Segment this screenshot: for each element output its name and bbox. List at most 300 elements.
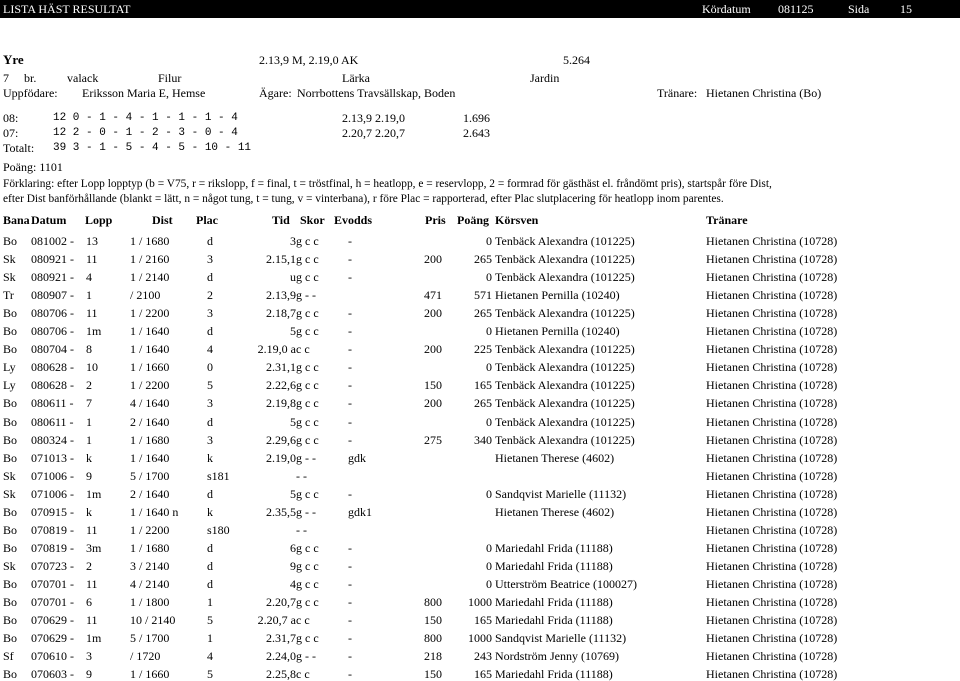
cell-lopp: 1 [86, 288, 92, 303]
cell-tranare: Hietanen Christina (10728) [706, 378, 838, 393]
cell-lopp: 4 [86, 270, 92, 285]
cell-tranare: Hietanen Christina (10728) [706, 252, 838, 267]
cell-dist: 1 / 2160 [130, 252, 170, 267]
cell-tid: u [290, 270, 296, 285]
table-row [0, 577, 960, 591]
cell-bana: Bo [3, 613, 18, 628]
cell-lopp: 11 [86, 306, 98, 321]
cell-lopp: 8 [86, 342, 92, 357]
cell-skor: g - - [296, 649, 316, 664]
stats-numbers: 12 2 - 0 - 1 - 2 - 3 - 0 - 4 [53, 127, 238, 139]
cell-poang: 265 [474, 252, 492, 267]
cell-skor: g c c [296, 414, 319, 429]
cell-tranare: Hietanen Christina (10728) [706, 540, 838, 555]
cell-skor: g - - [296, 450, 316, 465]
cell-poang: 265 [474, 396, 492, 411]
cell-tid: 6 [290, 540, 296, 555]
horse-age: 7 [3, 71, 9, 85]
cell-tid: 2.29,6 [266, 432, 296, 447]
horse-damsire: Jardin [530, 71, 560, 85]
cell-datum: 071006 - [31, 468, 74, 483]
cell-plac: d [207, 558, 213, 573]
cell-bana: Bo [3, 504, 18, 519]
stats-label: 08: [3, 111, 19, 125]
cell-lopp: 1m [86, 324, 102, 339]
cell-korsven: Tenbäck Alexandra (101225) [495, 414, 635, 429]
table-row [0, 523, 960, 537]
horse-dam: Lärka [342, 71, 370, 85]
cell-bana: Sk [3, 468, 16, 483]
cell-plac: 5 [207, 613, 213, 628]
cell-evodds: - [348, 540, 352, 555]
table-row [0, 667, 960, 681]
cell-evodds: - [348, 252, 352, 267]
cell-pris: 150 [424, 613, 442, 628]
cell-datum: 080704 - [31, 342, 74, 357]
cell-korsven: Nordström Jenny (10769) [495, 649, 619, 664]
cell-poang: 571 [474, 288, 492, 303]
cell-lopp: 1 [86, 414, 92, 429]
run-date-value: 081125 [778, 2, 814, 16]
cell-evodds: - [348, 324, 352, 339]
cell-dist: 4 / 2140 [130, 576, 170, 591]
cell-tranare: Hietanen Christina (10728) [706, 667, 838, 681]
cell-datum: 070629 - [31, 631, 74, 646]
cell-skor: g c c [296, 558, 319, 573]
horse-age-unit: br. [24, 71, 37, 85]
cell-bana: Tr [3, 288, 14, 303]
cell-tranare: Hietanen Christina (10728) [706, 595, 838, 609]
cell-datum: 080921 - [31, 270, 74, 285]
cell-plac: 3 [207, 252, 213, 267]
cell-plac: 4 [207, 649, 213, 664]
cell-evodds: - [348, 234, 352, 248]
table-row [0, 324, 960, 338]
cell-bana: Bo [3, 342, 18, 357]
breeder-label: Uppfödare: [3, 86, 58, 100]
cell-tid: 2.13,9 [266, 288, 296, 303]
cell-bana: Bo [3, 396, 18, 411]
cell-poang: 1000 [468, 631, 492, 646]
cell-skor: - - [296, 522, 307, 537]
stats-records: 2.13,9 2.19,0 [342, 111, 405, 125]
col-evodds: Evodds [334, 213, 373, 227]
horse-sex: valack [67, 71, 99, 85]
cell-korsven: Tenbäck Alexandra (101225) [495, 432, 635, 447]
report-header-bar [0, 0, 960, 18]
cell-tranare: Hietanen Christina (10728) [706, 631, 838, 646]
breeder-name: Eriksson Maria E, Hemse [82, 86, 206, 100]
cell-plac: 3 [207, 432, 213, 447]
cell-plac: 0 [207, 360, 213, 375]
cell-korsven: Tenbäck Alexandra (101225) [495, 342, 635, 357]
col-pris: Pris [425, 213, 446, 227]
table-row [0, 288, 960, 302]
cell-datum: 070701 - [31, 595, 74, 609]
stats-records: 2.20,7 2.20,7 [342, 126, 405, 140]
cell-skor: g c c [296, 396, 319, 411]
cell-plac: 3 [207, 396, 213, 411]
cell-dist: / 2100 [130, 288, 161, 303]
col-tranare: Tränare [706, 213, 748, 227]
cell-evodds: - [348, 558, 352, 573]
cell-evodds: - [348, 360, 352, 375]
cell-poang: 0 [486, 270, 492, 285]
table-row [0, 541, 960, 555]
cell-tranare: Hietanen Christina (10728) [706, 649, 838, 664]
cell-evodds: - [348, 486, 352, 501]
cell-plac: d [207, 234, 213, 248]
table-row [0, 631, 960, 645]
cell-poang: 225 [474, 342, 492, 357]
cell-tranare: Hietanen Christina (10728) [706, 234, 838, 248]
cell-bana: Bo [3, 450, 18, 465]
cell-poang: 165 [474, 613, 492, 628]
cell-poang: 165 [474, 667, 492, 681]
cell-tid: 9 [290, 558, 296, 573]
cell-lopp: 11 [86, 613, 98, 628]
cell-tid: 4 [290, 576, 296, 591]
cell-bana: Ly [3, 360, 16, 375]
cell-dist: 1 / 1640 n [130, 504, 179, 519]
cell-tid: 2.31,1 [266, 360, 296, 375]
cell-skor: g c c [296, 631, 319, 646]
cell-tid: 2.24,0 [266, 649, 296, 664]
cell-bana: Sk [3, 252, 16, 267]
stats-numbers: 39 3 - 1 - 5 - 4 - 5 - 10 - 11 [53, 142, 252, 154]
cell-datum: 070701 - [31, 576, 74, 591]
cell-datum: 080628 - [31, 360, 74, 375]
legend-line-1: Förklaring: efter Lopp lopptyp (b = V75, r = rikslopp, f = final, t = tröstfinal, h = heatlopp, e = reservlopp, 2 = formrad för gästhäst el. fråndömt pris), startspår före Dist, [3, 178, 772, 190]
cell-datum: 080611 - [31, 414, 74, 429]
cell-skor: c c [296, 667, 310, 681]
table-row [0, 306, 960, 320]
cell-pris: 150 [424, 378, 442, 393]
cell-korsven: Tenbäck Alexandra (101225) [495, 306, 635, 321]
cell-pris: 218 [424, 649, 442, 664]
cell-bana: Sk [3, 558, 16, 573]
cell-evodds: - [348, 414, 352, 429]
cell-korsven: Tenbäck Alexandra (101225) [495, 360, 635, 375]
cell-dist: 1 / 1660 [130, 667, 170, 681]
cell-korsven: Mariedahl Frida (11188) [495, 558, 613, 573]
cell-evodds: - [348, 432, 352, 447]
cell-pris: 471 [424, 288, 442, 303]
cell-lopp: 6 [86, 595, 92, 609]
stats-label: Totalt: [3, 141, 35, 155]
cell-korsven: Mariedahl Frida (11188) [495, 613, 613, 628]
table-row [0, 505, 960, 519]
cell-tid: 2.19,0 [266, 450, 296, 465]
cell-skor: g c c [296, 378, 319, 393]
table-row [0, 595, 960, 609]
owner-name: Norrbottens Travsällskap, Boden [297, 86, 456, 100]
cell-dist: / 1720 [130, 649, 161, 664]
cell-datum: 071006 - [31, 486, 74, 501]
cell-pris: 200 [424, 342, 442, 357]
stats-money: 1.696 [463, 111, 490, 125]
cell-datum: 070915 - [31, 504, 74, 519]
cell-evodds: - [348, 649, 352, 664]
cell-lopp: 11 [86, 252, 98, 267]
cell-bana: Bo [3, 631, 18, 646]
cell-korsven: Utterström Beatrice (100027) [495, 576, 637, 591]
cell-tranare: Hietanen Christina (10728) [706, 306, 838, 321]
cell-korsven: Mariedahl Frida (11188) [495, 540, 613, 555]
cell-dist: 1 / 1660 [130, 360, 170, 375]
cell-tranare: Hietanen Christina (10728) [706, 396, 838, 411]
cell-datum: 070819 - [31, 540, 74, 555]
cell-pris: 800 [424, 631, 442, 646]
cell-dist: 1 / 2200 [130, 378, 170, 393]
cell-datum: 071013 - [31, 450, 74, 465]
table-row [0, 469, 960, 483]
cell-tid: 2.19,8 [266, 396, 296, 411]
col-skor: Skor [300, 213, 325, 227]
cell-poang: 0 [486, 234, 492, 248]
cell-evodds: - [348, 396, 352, 411]
cell-bana: Bo [3, 667, 18, 681]
table-row [0, 396, 960, 410]
cell-dist: 3 / 2140 [130, 558, 170, 573]
cell-dist: 1 / 1680 [130, 432, 170, 447]
cell-plac: k [207, 450, 213, 465]
cell-dist: 2 / 1640 [130, 486, 170, 501]
cell-tranare: Hietanen Christina (10728) [706, 468, 838, 483]
cell-evodds: - [348, 306, 352, 321]
table-row [0, 613, 960, 627]
cell-bana: Bo [3, 306, 18, 321]
col-poang: Poäng [457, 213, 490, 227]
cell-plac: s181 [207, 468, 230, 483]
cell-lopp: 9 [86, 468, 92, 483]
cell-tranare: Hietanen Christina (10728) [706, 270, 838, 285]
cell-poang: 243 [474, 649, 492, 664]
table-row [0, 234, 960, 248]
cell-evodds: - [348, 378, 352, 393]
cell-plac: d [207, 414, 213, 429]
cell-bana: Bo [3, 324, 18, 339]
col-plac: Plac [196, 213, 218, 227]
cell-tid: 2.22,6 [266, 378, 296, 393]
cell-dist: 1 / 2140 [130, 270, 170, 285]
table-row [0, 252, 960, 266]
cell-dist: 1 / 1640 [130, 342, 170, 357]
cell-plac: 5 [207, 378, 213, 393]
cell-poang: 265 [474, 306, 492, 321]
cell-tid: 5 [290, 324, 296, 339]
cell-plac: 2 [207, 288, 213, 303]
cell-skor: g c c [296, 234, 319, 248]
cell-lopp: 1 [86, 432, 92, 447]
cell-datum: 070629 - [31, 613, 74, 628]
cell-tranare: Hietanen Christina (10728) [706, 360, 838, 375]
cell-datum: 080628 - [31, 378, 74, 393]
col-dist: Dist [152, 213, 173, 227]
cell-poang: 0 [486, 324, 492, 339]
cell-korsven: Sandqvist Marielle (11132) [495, 631, 627, 646]
cell-skor: g c c [296, 270, 319, 285]
cell-korsven: Tenbäck Alexandra (101225) [495, 378, 635, 393]
cell-pris: 200 [424, 396, 442, 411]
stats-numbers: 12 0 - 1 - 4 - 1 - 1 - 1 - 4 [53, 112, 238, 124]
cell-lopp: 7 [86, 396, 92, 411]
cell-plac: 4 [207, 342, 213, 357]
cell-datum: 080324 - [31, 432, 74, 447]
cell-datum: 070610 - [31, 649, 74, 664]
cell-tid: 2.31,7 [266, 631, 296, 646]
cell-lopp: 11 [86, 576, 98, 591]
cell-datum: 080706 - [31, 306, 74, 321]
cell-skor: g c c [296, 324, 319, 339]
table-row [0, 378, 960, 392]
table-header [0, 212, 960, 228]
cell-korsven: Hietanen Therese (4602) [495, 504, 615, 519]
cell-tid: 5 [290, 486, 296, 501]
cell-evodds: gdk [348, 450, 366, 465]
cell-skor: g c c [296, 252, 319, 267]
cell-bana: Bo [3, 576, 18, 591]
cell-datum: 070819 - [31, 522, 74, 537]
cell-bana: Bo [3, 595, 18, 609]
cell-poang: 0 [486, 558, 492, 573]
cell-datum: 081002 - [31, 234, 74, 248]
cell-skor: - - [296, 468, 307, 483]
cell-pris: 200 [424, 252, 442, 267]
cell-lopp: 9 [86, 667, 92, 681]
cell-evodds: - [348, 576, 352, 591]
table-row [0, 270, 960, 284]
cell-datum: 080611 - [31, 396, 74, 411]
cell-korsven: Hietanen Therese (4602) [495, 450, 615, 465]
stats-money: 2.643 [463, 126, 490, 140]
cell-korsven: Tenbäck Alexandra (101225) [495, 396, 635, 411]
cell-plac: d [207, 324, 213, 339]
table-row [0, 433, 960, 447]
cell-dist: 4 / 1640 [130, 396, 170, 411]
cell-dist: 1 / 1680 [130, 234, 170, 248]
cell-tranare: Hietanen Christina (10728) [706, 576, 838, 591]
cell-tranare: Hietanen Christina (10728) [706, 414, 838, 429]
cell-poang: 0 [486, 486, 492, 501]
cell-evodds: gdk1 [348, 504, 372, 519]
cell-skor: c c [296, 342, 310, 357]
cell-poang: 340 [474, 432, 492, 447]
cell-skor: g c c [296, 486, 319, 501]
cell-pris: 275 [424, 432, 442, 447]
page-number: 15 [900, 2, 912, 16]
cell-korsven: Tenbäck Alexandra (101225) [495, 234, 635, 248]
cell-dist: 2 / 1640 [130, 414, 170, 429]
cell-plac: 3 [207, 306, 213, 321]
cell-tranare: Hietanen Christina (10728) [706, 324, 838, 339]
col-korsven: Körsven [495, 213, 539, 227]
cell-lopp: 1m [86, 486, 102, 501]
cell-bana: Sk [3, 486, 16, 501]
cell-evodds: - [348, 595, 352, 609]
cell-tranare: Hietanen Christina (10728) [706, 504, 838, 519]
cell-plac: 1 [207, 595, 213, 609]
run-date-label: Kördatum [702, 2, 751, 16]
horse-code: 5.264 [563, 53, 590, 67]
legend-line-2: efter Dist banförhållande (blankt = lätt, n = något tung, t = tung, v = vinterbana), r före Plac = rapporterad, efter Plac slutplacering för heatlopp inom parentes. [3, 193, 724, 205]
cell-tid: 2.15,1 [266, 252, 296, 267]
trainer-name: Hietanen Christina (Bo) [706, 86, 822, 100]
cell-tranare: Hietanen Christina (10728) [706, 450, 838, 465]
cell-bana: Bo [3, 540, 18, 555]
cell-bana: Bo [3, 522, 18, 537]
cell-lopp: k [86, 504, 92, 519]
cell-bana: Bo [3, 414, 18, 429]
owner-label: Ägare: [259, 86, 292, 100]
cell-lopp: k [86, 450, 92, 465]
cell-korsven: Tenbäck Alexandra (101225) [495, 270, 635, 285]
cell-dist: 10 / 2140 [130, 613, 176, 628]
cell-bana: Sf [3, 649, 14, 664]
cell-plac: k [207, 504, 213, 519]
cell-tid: 2.20,7 [266, 595, 296, 609]
cell-tid: 5 [290, 414, 296, 429]
cell-korsven: Mariedahl Frida (11188) [495, 595, 613, 609]
table-row [0, 342, 960, 356]
cell-bana: Bo [3, 432, 18, 447]
cell-evodds: - [348, 631, 352, 646]
cell-korsven: Tenbäck Alexandra (101225) [495, 252, 635, 267]
cell-pris: 200 [424, 306, 442, 321]
cell-datum: 070603 - [31, 667, 74, 681]
cell-lopp: 3 [86, 649, 92, 664]
table-row [0, 451, 960, 465]
cell-korsven: Mariedahl Frida (11188) [495, 667, 613, 681]
cell-tranare: Hietanen Christina (10728) [706, 486, 838, 501]
cell-lopp: 1m [86, 631, 102, 646]
table-row [0, 360, 960, 374]
cell-skor: g c c [296, 540, 319, 555]
col-datum: Datum [31, 213, 67, 227]
cell-lopp: 11 [86, 522, 98, 537]
report-title: LISTA HÄST RESULTAT [3, 2, 131, 16]
cell-skor: c c [296, 613, 310, 628]
cell-plac: s180 [207, 522, 230, 537]
cell-lopp: 10 [86, 360, 98, 375]
cell-dist: 5 / 1700 [130, 631, 170, 646]
cell-tranare: Hietanen Christina (10728) [706, 522, 838, 537]
cell-tid: 3 [290, 234, 296, 248]
cell-poang: 0 [486, 540, 492, 555]
page-label: Sida [848, 2, 870, 16]
cell-poang: 0 [486, 414, 492, 429]
cell-plac: 1 [207, 631, 213, 646]
cell-korsven: Hietanen Pernilla (10240) [495, 288, 620, 303]
cell-skor: g c c [296, 306, 319, 321]
cell-lopp: 2 [86, 378, 92, 393]
cell-poang: 165 [474, 378, 492, 393]
cell-skor: g - - [296, 504, 316, 519]
table-row [0, 415, 960, 429]
cell-evodds: - [348, 613, 352, 628]
cell-bana: Bo [3, 234, 18, 248]
cell-poang: 0 [486, 360, 492, 375]
cell-dist: 1 / 1680 [130, 540, 170, 555]
cell-lopp: 2 [86, 558, 92, 573]
cell-lopp: 13 [86, 234, 98, 248]
cell-pris: 800 [424, 595, 442, 609]
cell-tid: 2.18,7 [266, 306, 296, 321]
table-row [0, 559, 960, 573]
cell-plac: d [207, 540, 213, 555]
cell-evodds: - [348, 667, 352, 681]
points-total: Poäng: 1101 [3, 160, 63, 174]
